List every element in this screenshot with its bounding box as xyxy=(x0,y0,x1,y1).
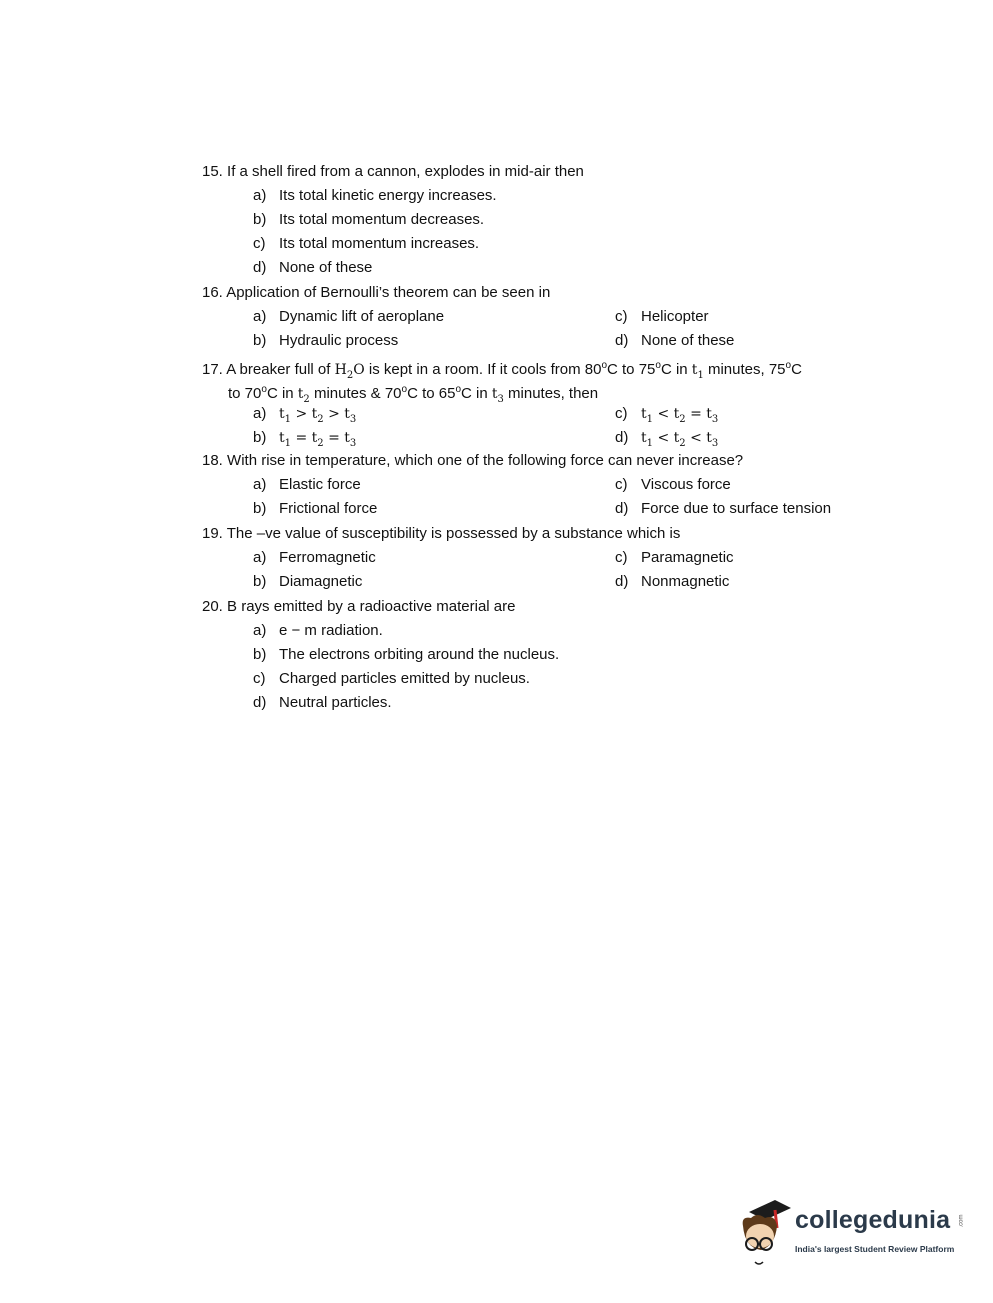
question-number: 19. xyxy=(202,525,223,542)
option-19a: a) Ferromagnetic xyxy=(253,549,376,566)
question-19 xyxy=(202,524,680,544)
option-20c: c) Charged particles emitted by nucleus. xyxy=(253,670,530,687)
logo-wordmark: collegedunia xyxy=(795,1206,951,1234)
option-17b: b) $t_1 = t_2 = t_3$ xyxy=(253,429,357,449)
question-18 xyxy=(202,451,743,471)
logo-suffix: .com xyxy=(958,1214,965,1228)
option-18c: c) Viscous force xyxy=(615,476,731,493)
question-16 xyxy=(202,283,550,303)
question-text: The –ve value of susceptibility is possessed by a substance which is xyxy=(226,525,681,542)
option-16b: b) Hydraulic process xyxy=(253,332,399,349)
question-number: 20. xyxy=(202,598,223,615)
question-17-continued: to 70$^o$C in $t_2$ minutes & 70$^o$C to 65$^o$C in $t_3$ minutes, then xyxy=(228,384,599,405)
option-15d: d) None of these xyxy=(253,259,373,276)
option-17d: d) $t_1 < t_2 < t_3$ xyxy=(615,429,719,449)
question-text: B rays emitted by a radioactive material are xyxy=(227,598,516,615)
option-20d: d) Neutral particles. xyxy=(253,694,392,711)
option-15c: c) Its total momentum increases. xyxy=(253,235,480,252)
option-18d: d) Force due to surface tension xyxy=(615,500,832,517)
option-18a: a) Elastic force xyxy=(253,476,361,493)
option-17c: c) $t_1 < t_2 = t_3$ xyxy=(615,405,719,425)
option-15b: b) Its total momentum decreases. xyxy=(253,211,485,228)
h2o-formula: $H_2O$ xyxy=(334,362,365,381)
math-expression: $t_1 > t_2 > t_3$ xyxy=(279,406,357,425)
option-15a: a) Its total kinetic energy increases. xyxy=(253,187,497,204)
option-20a: a) e − m radiation. xyxy=(253,622,383,639)
question-number: 18. xyxy=(202,452,223,469)
question-text: Application of Bernoulli’s theorem can be seen in xyxy=(226,284,551,301)
question-text: With rise in temperature, which one of the following force can never increase? xyxy=(227,452,744,469)
question-text: If a shell fired from a cannon, explodes in mid-air then xyxy=(227,163,584,180)
question-17: 17. A breaker full of $H_2O$ is kept in a room. If it cools from 80$^o$C to 75$^o$C in $t_1$ minutes, 75$^o$C xyxy=(202,360,802,381)
option-18b: b) Frictional force xyxy=(253,500,378,517)
math-expression: $t_1 < t_2 < t_3$ xyxy=(641,430,719,449)
question-15 xyxy=(202,162,584,182)
option-16a: a) Dynamic lift of aeroplane xyxy=(253,308,445,325)
question-20 xyxy=(202,597,516,617)
question-number: 17. xyxy=(202,361,223,378)
mascot-icon xyxy=(735,1196,795,1270)
option-19c: c) Paramagnetic xyxy=(615,549,734,566)
question-number: 15. xyxy=(202,163,223,180)
math-expression: $t_1 = t_2 = t_3$ xyxy=(279,430,357,449)
logo-tagline: India's largest Student Review Platform xyxy=(795,1244,955,1254)
math-expression: $t_1 < t_2 = t_3$ xyxy=(641,406,719,425)
collegedunia-logo xyxy=(735,1196,965,1270)
question-number: 16. xyxy=(202,284,223,301)
option-16c: c) Helicopter xyxy=(615,308,709,325)
option-16d: d) None of these xyxy=(615,332,735,349)
option-17a: a) $t_1 > t_2 > t_3$ xyxy=(253,405,357,425)
option-20b: b) The electrons orbiting around the nucleus. xyxy=(253,646,560,663)
option-19d: d) Nonmagnetic xyxy=(615,573,730,590)
option-19b: b) Diamagnetic xyxy=(253,573,363,590)
